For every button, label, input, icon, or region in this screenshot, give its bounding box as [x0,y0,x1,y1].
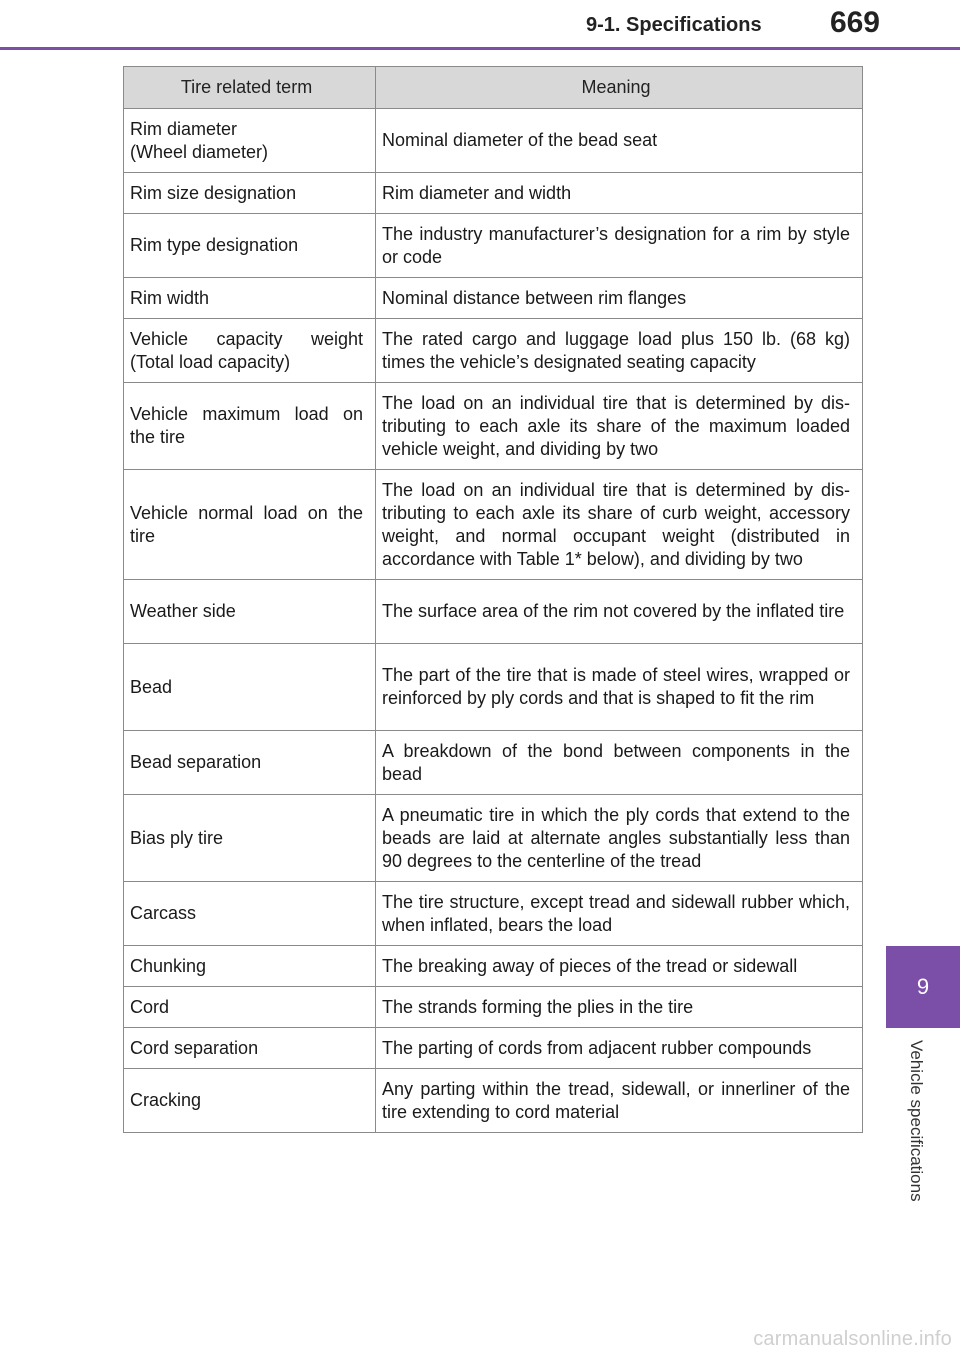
meaning-cell [376,795,863,882]
table-row [124,214,863,278]
meaning-text: The rated cargo and luggage load plus 150 lb. (68 kg) times the vehicle’s designated seating capacity [382,328,850,372]
table-row [124,278,863,319]
term-text: Rim width [130,287,210,308]
term-text: Vehicle normal load on the tire [130,502,363,546]
meaning-cell [376,214,863,278]
table-row [124,383,863,470]
meaning-cell [376,580,863,644]
term-text: Cord [130,996,170,1017]
meaning-text: A breakdown of the bond between components in the bead [382,740,850,784]
table-row [124,470,863,580]
term-cell [124,319,376,383]
table-row [124,1028,863,1069]
term-cell [124,1028,376,1069]
term-text: Rim diameter (Wheel diameter) [130,118,269,162]
meaning-text: The parting of cords from adjacent rubber compounds [382,1037,812,1058]
meaning-cell [376,278,863,319]
tire-terms-table [123,66,863,1133]
header-divider [0,47,960,50]
meaning-cell [376,1028,863,1069]
term-text: Rim size designation [130,182,297,203]
meaning-cell [376,109,863,173]
meaning-text: The tire structure, except tread and sidewall rubber which, when inflated, bears the load [382,891,850,935]
table-row [124,882,863,946]
meaning-cell [376,1069,863,1133]
table-header-row [124,67,863,109]
table-row [124,987,863,1028]
term-cell [124,795,376,882]
meaning-text: The load on an individual tire that is determined by dis-tributing to each axle its share of the maximum loaded vehicle weight, and dividing by two [382,392,850,459]
term-text: Cord separation [130,1037,259,1058]
meaning-text: Nominal distance between rim flanges [382,287,687,308]
meaning-text: A pneumatic tire in which the ply cords that extend to the beads are laid at alternate angles substantially less than 90 degrees to the centerline of the tread [382,804,850,871]
term-cell [124,278,376,319]
table-row [124,795,863,882]
meaning-text: Nominal diameter of the bead seat [382,130,658,150]
table-row [124,946,863,987]
chapter-tab: 9 [886,946,960,1028]
watermark-text: carmanualsonline.info [753,1328,952,1350]
term-text: Bead separation [130,752,262,772]
term-text: Chunking [130,955,207,976]
meaning-text: Any parting within the tread, sidewall, or innerliner of the tire extending to cord material [382,1078,850,1122]
term-text: Weather side [130,601,236,621]
table-row [124,173,863,214]
meaning-cell [376,731,863,795]
table-row [124,1069,863,1133]
page-number: 669 [829,6,880,39]
meaning-text: The surface area of the rim not covered by the inflated tire [382,601,845,621]
table-row [124,109,863,173]
section-title: 9-1. Specifications [586,14,762,36]
term-text: Carcass [130,903,197,923]
meaning-text: The part of the tire that is made of steel wires, wrapped or reinforced by ply cords and that is shaped to fit the rim [382,665,850,708]
meaning-cell [376,173,863,214]
meaning-text: The industry manufacturer’s designation for a rim by style or code [382,223,850,267]
term-cell [124,731,376,795]
meaning-cell [376,319,863,383]
term-text: Bead [130,676,173,697]
term-text: Bias ply tire [130,827,224,848]
term-cell [124,214,376,278]
meaning-text: The strands forming the plies in the tire [382,996,694,1017]
term-cell [124,470,376,580]
meaning-cell [376,383,863,470]
column-header-meaning: Meaning [376,67,863,109]
term-text: Vehicle capacity weight (Total load capacity) [130,328,363,372]
column-header-term: Tire related term [124,67,376,109]
meaning-cell [376,987,863,1028]
term-cell [124,882,376,946]
meaning-text: Rim diameter and width [382,182,572,203]
term-cell [124,1069,376,1133]
term-cell [124,109,376,173]
term-text: Rim type designation [130,235,299,255]
meaning-text: The load on an individual tire that is determined by dis-tributing to each axle its share of curb weight, accessory weight, and normal occupant weight (distributed in accordance with Table 1* below), and dividing by two [382,479,850,569]
table-row [124,319,863,383]
meaning-text: The breaking away of pieces of the tread or sidewall [382,955,798,976]
table-row [124,580,863,644]
term-cell [124,644,376,731]
meaning-cell [376,946,863,987]
table-row [124,731,863,795]
meaning-cell [376,644,863,731]
table-row [124,644,863,731]
term-text: Cracking [130,1090,202,1110]
term-text: Vehicle maximum load on the tire [130,404,363,447]
term-cell [124,173,376,214]
meaning-cell [376,470,863,580]
term-cell [124,946,376,987]
meaning-cell [376,882,863,946]
term-cell [124,987,376,1028]
term-cell [124,383,376,470]
chapter-title: Vehicle specifications [907,1040,926,1202]
term-cell [124,580,376,644]
